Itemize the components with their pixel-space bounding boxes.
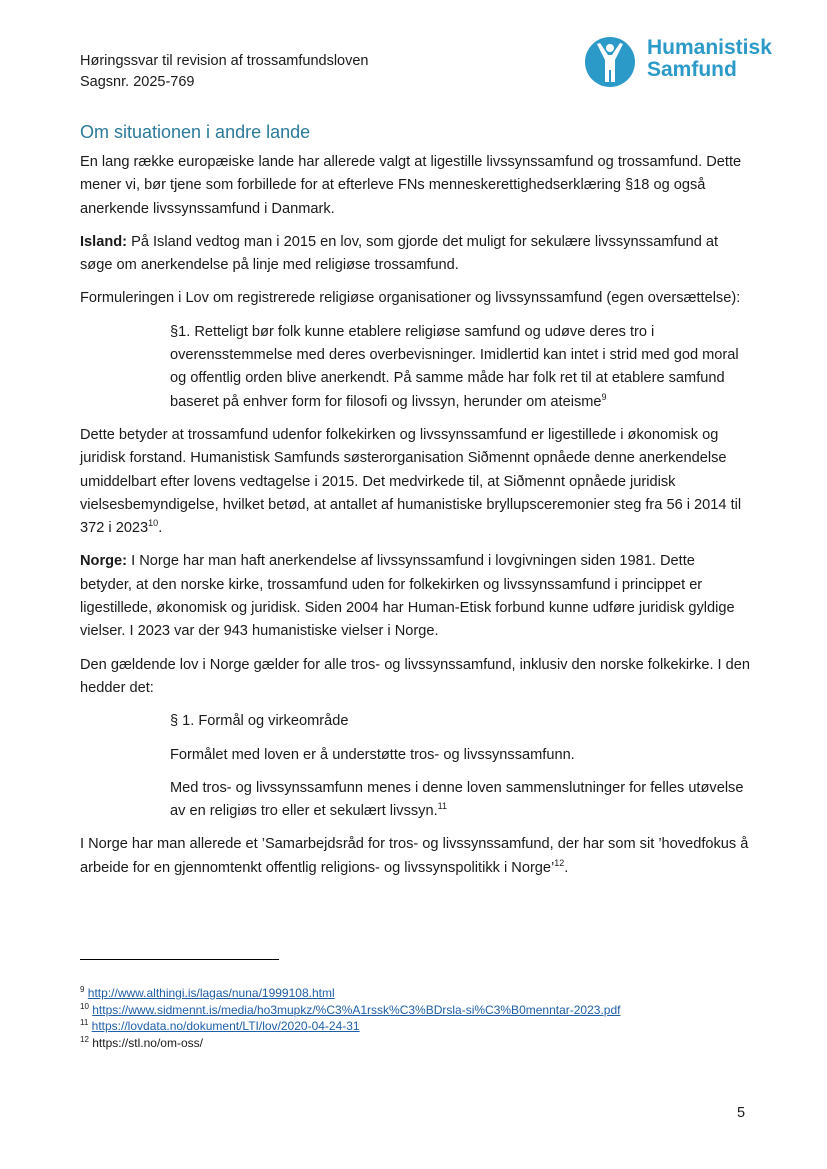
dette-text: Dette betyder at trossamfund udenfor folkekirken og livssynssamfund er ligestillede i økonomisk og juridisk forstand. Humanistisk Samfunds søsterorganisation Siðmennt opnåede denne anerkendelse umiddelbart efter lovens vedtagelse i 2015. Det medvirkede til, at Siðmennt opnåede juridisk vielsesbemyndigelse, hvilket betød, at antallet af humanistiske bryllupsceremonier steg fra 56 i 2014 til 372 i 2023: [80, 426, 742, 537]
footnote-link-10[interactable]: https://www.sidmennt.is/media/ho3mupkz/%C3%A1rssk%C3%BDrsla-si%C3%B0menntar-2023.pdf: [92, 1002, 621, 1017]
dette-end: .: [158, 520, 163, 537]
island-text: På Island vedtog man i 2015 en lov, som gjorde det muligt for sekulære livssynssamfund at søge om anerkendelse på linje med religiøse trossamfund.: [80, 233, 719, 274]
paragraph-formulering: Formuleringen i Lov om registrerede religiøse organisationer og livssynssamfund (egen oversættelse):: [80, 290, 741, 307]
footnote-ref-10[interactable]: 10: [148, 518, 159, 529]
footnote-ref-9[interactable]: 9: [601, 391, 607, 402]
paragraph-dette: [80, 424, 750, 540]
humanistisk-samfund-logo: [585, 34, 785, 92]
quote-norway-law: [170, 710, 750, 823]
samarbejd-text: I Norge har man allerede et ’Samarbejdsråd for tros- og livssynssamfund, der har som sit ’hovedfokus å arbeide for en gjennomtenkt offentlig religions- og livssynspolitikk i Norge’: [80, 836, 749, 876]
footnote-11: $^{11}$ https://lovdata.no/dokument/LTI/lov/2020-04-24-31: [80, 1018, 360, 1033]
paragraph-intro: En lang række europæiske lande har allerede valgt at ligestille livssynssamfund og trossamfund. Dette mener vi, bør tjene som forbillede for at efterleve FNs menneskerettighedserklæring §18 og også anerkende livssynssamfund i Danmark.: [80, 154, 742, 217]
header-case-number: Sagsnr. 2025-769: [80, 74, 195, 90]
logo-text-line2: Samfund: [647, 58, 737, 81]
document-header: [80, 51, 369, 93]
paragraph-gaeldende: Den gældende lov i Norge gælder for alle tros- og livssynssamfund, inklusiv den norske folkekirke. I den hedder det:: [80, 656, 751, 696]
quote2-line1: Formålet med loven er å understøtte tros- og livssynssamfunn.: [170, 746, 575, 763]
humanist-figure-icon: [585, 34, 635, 92]
logo-text-line1: Humanistisk: [647, 36, 772, 59]
quote2-heading: § 1. Formål og virkeområde: [170, 713, 349, 730]
footnote-12: $^{12}$ https://stl.no/om-oss/: [80, 1034, 203, 1050]
footnotes: [80, 985, 620, 1051]
quote1-text: §1. Retteligt bør folk kunne etablere religiøse samfund og udøve deres tro i overensstemmelse med deres overbevisninger. Imidlertid kan intet i strid med god moral og offentlig orden blive anerkendt. På samme måde har folk ret til at etablere samfund baseret på enhver form for filosofi og livssyn, herunder om ateisme: [170, 323, 739, 410]
footnote-ref-11[interactable]: 11: [437, 801, 447, 812]
footnote-10: $^{10}$ https://www.sidmennt.is/media/ho3mupkz/%C3%A1rssk%C3%BDrsla-si%C3%B0menntar-2023.pdf: [80, 1001, 621, 1017]
footnote-link-11[interactable]: https://lovdata.no/dokument/LTI/lov/2020-04-24-31: [91, 1019, 360, 1033]
footnote-separator: [80, 959, 279, 960]
quote2-line2: Med tros- og livssynssamfunn menes i denne loven sammenslutninger for felles utøvelse av en religiøs tro eller et sekulært livssyn.: [170, 779, 744, 820]
header-title: Høringssvar til revision af trossamfundsloven: [80, 53, 369, 69]
samarbejd-end: .: [564, 859, 569, 876]
page-content: [80, 120, 750, 890]
footnote-ref-12[interactable]: 12: [554, 857, 565, 868]
footnote-link-9[interactable]: http://www.althingi.is/lagas/nuna/1999108.html: [87, 986, 335, 1000]
paragraph-island: [80, 231, 750, 278]
norge-text: I Norge har man haft anerkendelse af livssynssamfund i lovgivningen siden 1981. Dette betyder, at den norske kirke, trossamfund uden for folkekirken og livssynssamfund i princippet er ligestillede, økonomisk og juridisk. Siden 2004 har Human-Etisk forbund kunne udføre juridisk gyldige vielser. I 2023 var der 943 humanistiske vielser i Norge.: [80, 553, 735, 640]
section-title: Om situationen i andre lande: [80, 122, 311, 142]
page-number: 5: [737, 1105, 746, 1121]
footnote-9: $^9$ http://www.althingi.is/lagas/nuna/1999108.html: [80, 985, 335, 1000]
island-label: Island:: [80, 233, 128, 250]
footnote-text-12: https://stl.no/om-oss/: [92, 1035, 203, 1050]
quote-island-law: [170, 321, 750, 414]
norge-label: Norge:: [80, 553, 128, 570]
paragraph-norge: [80, 550, 750, 643]
paragraph-samarbejd: [80, 833, 750, 880]
